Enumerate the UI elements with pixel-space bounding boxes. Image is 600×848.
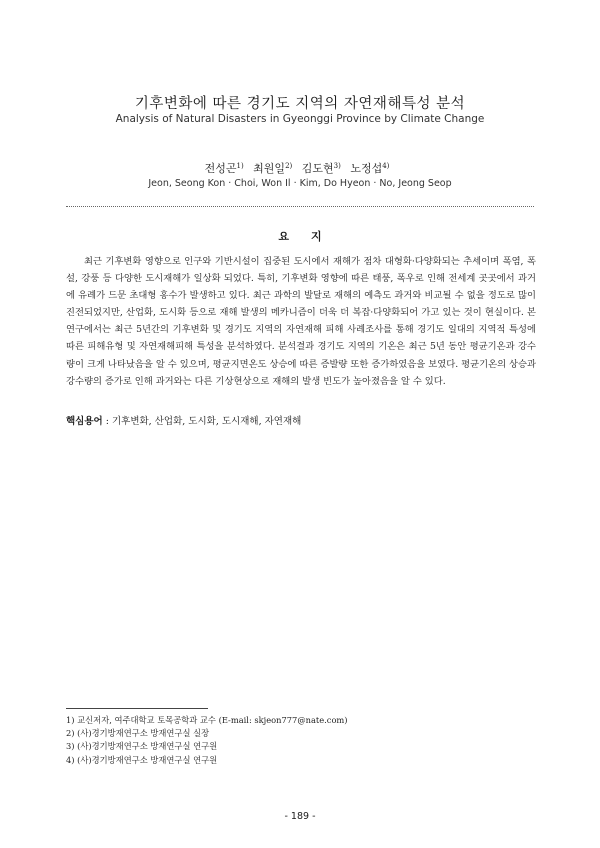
paper-title-english: Analysis of Natural Disasters in Gyeonggi Province by Climate Change <box>115 113 485 125</box>
author-footnote-mark: 1) <box>236 162 244 170</box>
keywords-terms: 기후변화, 산업화, 도시화, 도시재해, 자연재해 <box>111 416 302 427</box>
keywords-separator: : <box>102 416 112 427</box>
footnote-item: 4) (사)경기방재연구소 방재연구실 연구원 <box>66 754 218 765</box>
dotted-divider <box>66 206 534 207</box>
author-name: 김도현 <box>301 162 334 175</box>
abstract-body: 최근 기후변화 영향으로 인구와 기반시설이 집중된 도시에서 재해가 점차 대형화·다양화되는 추세이며 폭염, 폭설, 강풍 등 다양한 도시재해가 일상화 되었다. 특히, 기후변화 영향에 따른 태풍, 폭우로 인해 전세계 곳곳에서 과거에 유례가 드문 초대형 홍수가 발생하고 있다. 최근 과학의 발달로 재해의 예측도 과거와 비교될 수 없을 정도로 많이 진전되었지만, 산업화, 도시화 등으로 재해 발생의 메카니즘이 더욱 더 복잡·다양화되어 가고 있는 것이 현실이다. 본 연구에서는 최근 5년간의 기후변화 및 경기도 지역의 자연재해 피해 사례조사를 통해 경기도 일대의 지역적 특성에 따른 피해유형 및 자연재해피해 특성을 분석하였다. 분석결과 경기도 지역의 기온은 최근 5년 동안 평균기온과 강수량이 크게 나타났음을 알 수 있으며, 평균지면온도 상승에 따른 증발량 또한 증가하였음을 보였다. 평균기온의 상승과 강수량의 증가로 인해 과거와는 다른 기상현상으로 재해의 발생 빈도가 높아졌음을 알 수 있다. <box>66 256 536 387</box>
author-footnote-mark: 2) <box>285 162 293 170</box>
footnote-item: 3) (사)경기방재연구소 방재연구실 연구원 <box>66 741 218 752</box>
keywords-line <box>66 413 536 427</box>
footnote-item: 1) 교신저자, 여주대학교 토목공학과 교수 (E-mail: skjeon777@nate.com) <box>66 715 348 725</box>
abstract-heading: 요지 <box>278 230 344 243</box>
author-name: 최원일 <box>253 162 286 175</box>
author-footnote-mark: 3) <box>333 162 341 170</box>
footnote-item: 2) (사)경기방재연구소 방재연구실 실장 <box>66 728 210 739</box>
paper-title-korean: 기후변화에 따른 경기도 지역의 자연재해특성 분석 <box>134 96 466 112</box>
author-list-english: Jeon, Seong Kon · Choi, Won Il · Kim, Do Hyeon · No, Jeong Seop <box>148 178 452 189</box>
author-name: 전성곤 <box>204 162 237 175</box>
footnotes <box>66 714 536 767</box>
page-number: - 189 - <box>284 811 316 822</box>
footnote-divider <box>66 708 208 709</box>
author-name: 노정섭 <box>350 162 383 175</box>
author-list-korean <box>0 160 600 176</box>
author-footnote-mark: 4) <box>382 162 390 170</box>
keywords-label: 핵심용어 <box>66 416 103 427</box>
